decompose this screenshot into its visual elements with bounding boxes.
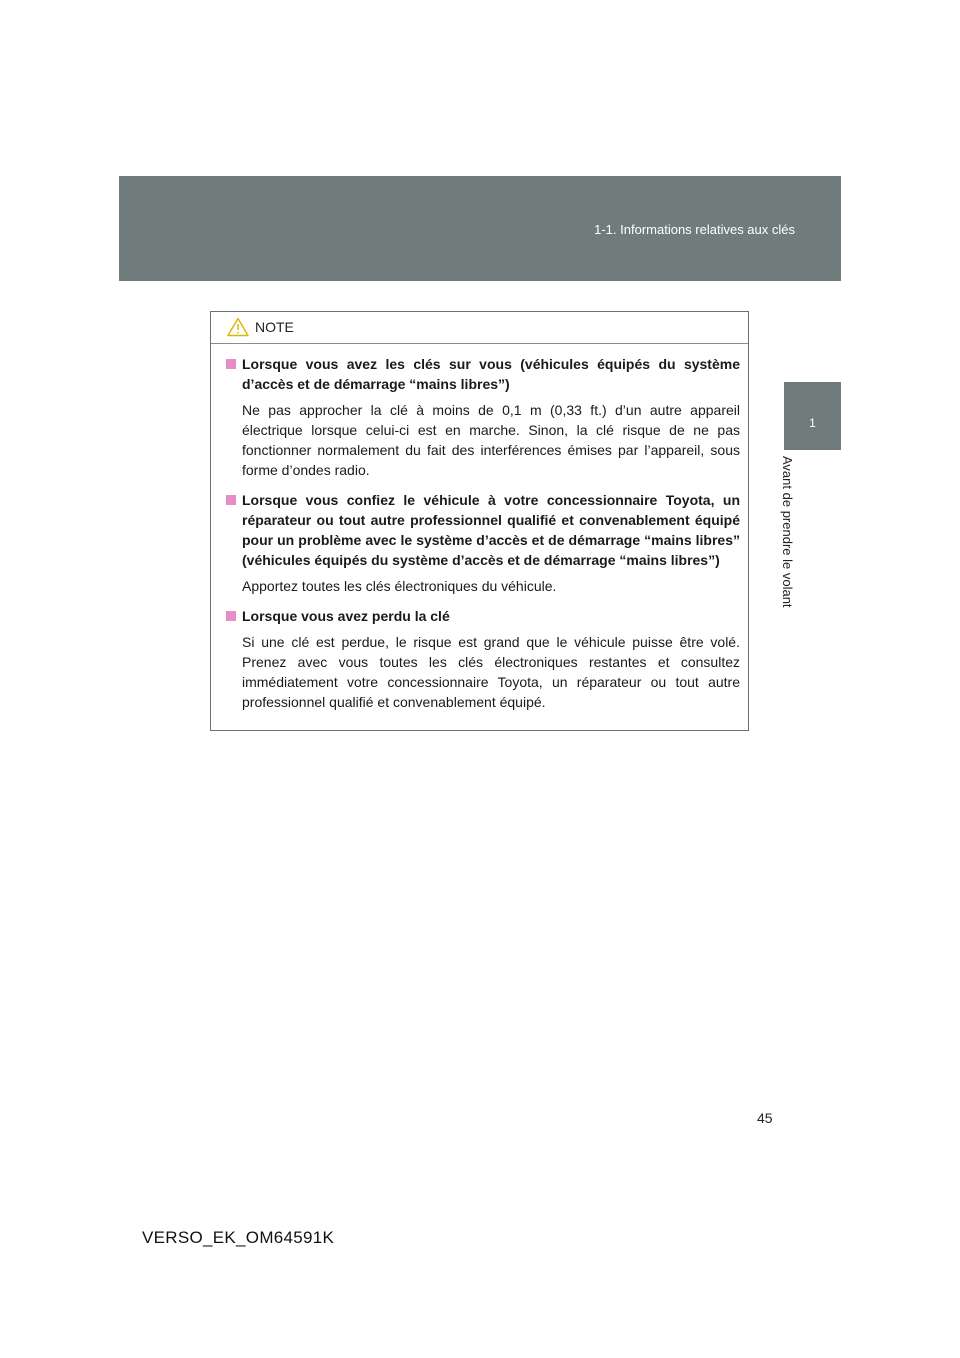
note-item-heading-text: Lorsque vous avez les clés sur vous (véhicules équipés du système d’accès et de démarrage “mains libres”) bbox=[242, 356, 740, 392]
note-item-text: Si une clé est perdue, le risque est grand que le véhicule puisse être volé. Prenez avec vous toutes les clés électroniques restantes et consultez immédiatement votre concessionnaire Toyota, un réparateur ou tout autre professionnel qualifié et convenablement équipé. bbox=[242, 634, 740, 710]
note-item-heading bbox=[226, 606, 740, 626]
note-item-text: Ne pas approcher la clé à moins de 0,1 m (0,33 ft.) d’un autre appareil électrique lorsque celui-ci est en marche. Sinon, la clé risque de ne pas fonctionner normalement du fait des interférences émises par l’appareil, sous forme d’ondes radio. bbox=[242, 402, 740, 478]
note-header bbox=[211, 312, 748, 344]
square-bullet-icon bbox=[226, 495, 236, 505]
square-bullet-icon bbox=[226, 611, 236, 621]
header-band bbox=[119, 176, 841, 281]
note-item bbox=[226, 490, 740, 596]
section-title: 1-1. Informations relatives aux clés bbox=[594, 222, 795, 237]
chapter-label-container bbox=[750, 456, 840, 636]
note-item-heading bbox=[226, 490, 740, 570]
chapter-number: 1 bbox=[809, 416, 816, 430]
note-item-heading bbox=[226, 354, 740, 394]
note-item bbox=[226, 354, 740, 480]
warning-triangle-icon bbox=[227, 317, 249, 337]
page-number: 45 bbox=[757, 1110, 773, 1126]
note-title: NOTE bbox=[255, 319, 294, 335]
note-item-heading-text: Lorsque vous avez perdu la clé bbox=[242, 608, 450, 624]
document-code: VERSO_EK_OM64591K bbox=[142, 1228, 335, 1247]
chapter-tab bbox=[784, 382, 841, 450]
note-item bbox=[226, 606, 740, 712]
chapter-label: Avant de prendre le volant bbox=[780, 456, 795, 608]
note-item-text: Apportez toutes les clés électroniques du véhicule. bbox=[242, 578, 557, 594]
note-item-heading-text: Lorsque vous confiez le véhicule à votre concessionnaire Toyota, un réparateur ou tout autre professionnel qualifié et convenablement équipé pour un problème avec le système d’accès et de démarrage “mains libres” (véhicules équipés du système d’accès et de démarrage “mains libres”) bbox=[242, 492, 740, 568]
note-body bbox=[211, 344, 748, 712]
note-box bbox=[210, 311, 749, 731]
square-bullet-icon bbox=[226, 359, 236, 369]
